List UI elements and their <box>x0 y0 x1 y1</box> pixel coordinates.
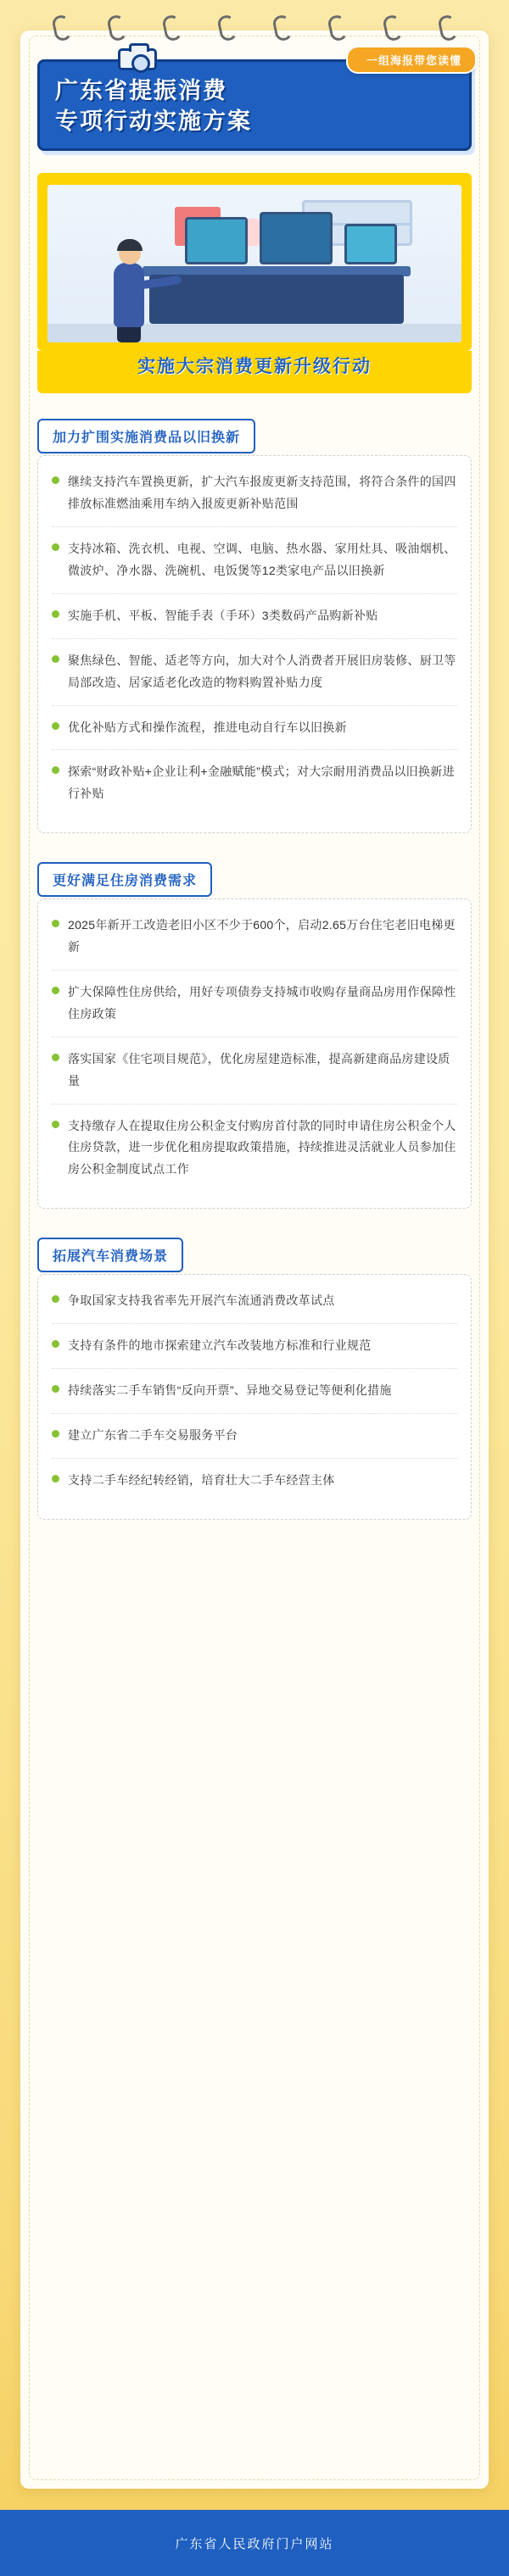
section-heading: 拓展汽车消费场景 <box>37 1238 183 1272</box>
list-item <box>52 605 457 639</box>
list-item-text: 支持二手车经纪转经销，培育壮大二手车经营主体 <box>68 1472 335 1487</box>
illustration-monitor <box>344 224 397 264</box>
bullet-icon <box>52 655 59 663</box>
binder-ring <box>216 14 238 42</box>
section-consumer-goods-trade-in <box>37 419 472 833</box>
bullet-icon <box>52 920 59 927</box>
list-item-text: 探索“财政补贴+企业让利+金融赋能”模式；对大宗耐用消费品以旧换新进行补贴 <box>68 765 455 801</box>
bullet-icon <box>52 722 59 730</box>
section-housing-consumption <box>37 862 472 1209</box>
illustration-counter <box>149 275 404 324</box>
list-item-text: 继续支持汽车置换更新，扩大汽车报废更新支持范围，将符合条件的国四排放标准燃油乘用车纳入报废更新补贴范围 <box>68 475 456 511</box>
list-item-text: 支持有条件的地市探索建立汽车改装地方标准和行业规范 <box>68 1338 372 1353</box>
list-item-text: 建立广东省二手车交易服务平台 <box>68 1427 238 1442</box>
list-item <box>52 1470 457 1503</box>
illustration-monitor <box>260 212 333 264</box>
binder-ring <box>161 14 183 42</box>
list-item-text: 2025年新开工改造老旧小区不少于600个，启动2.65万台住宅老旧电梯更新 <box>68 918 456 954</box>
list-item <box>52 538 457 594</box>
binder-ring <box>51 14 73 42</box>
camera-icon <box>118 48 157 70</box>
page-title-line1: 广东省提振消费 <box>55 78 227 103</box>
illustration-person-body <box>114 263 144 327</box>
page-title-line2: 专项行动实施方案 <box>55 108 252 135</box>
section-heading: 加力扩围实施消费品以旧换新 <box>37 419 255 453</box>
list-item-text: 实施手机、平板、智能手表（手环）3类数码产品购新补贴 <box>68 608 378 622</box>
binder-ring <box>327 14 349 42</box>
list-item <box>52 915 457 971</box>
list-item-text: 支持缴存人在提取住房公积金支付购房首付款的同时申请住房公积金个人住房贷款，进一步优化租房提取政策措施，持续推进灵活就业人员参加住房公积金制度试点工作 <box>68 1118 456 1177</box>
list-item <box>52 761 457 816</box>
section-body <box>37 455 472 833</box>
poster-header <box>37 54 472 151</box>
bullet-icon <box>52 766 59 774</box>
binder-ring <box>271 14 294 42</box>
bullet-icon <box>52 1295 59 1303</box>
hero-image-frame <box>37 173 472 351</box>
hero-illustration <box>48 185 461 342</box>
list-item-text: 支持冰箱、洗衣机、电视、空调、电脑、热水器、家用灶具、吸油烟机、微波炉、净水器、洗碗机、电饭煲等12类家电产品以旧换新 <box>68 542 456 578</box>
list-item-text: 聚焦绿色、智能、适老等方向，加大对个人消费者开展旧房装修、厨卫等局部改造、居家适老化改造的物料购置补贴力度 <box>68 653 456 689</box>
list-item <box>52 471 457 527</box>
bullet-icon <box>52 1054 59 1061</box>
list-item <box>52 1116 457 1193</box>
header-ribbon: 一组海报带您读懂 <box>346 46 477 74</box>
list-item <box>52 1380 457 1414</box>
list-item <box>52 1290 457 1324</box>
section-body <box>37 1274 472 1519</box>
list-item-text: 争取国家支持我省率先开展汽车流通消费改革试点 <box>68 1294 335 1308</box>
binder-ring <box>106 14 128 42</box>
list-item-text: 落实国家《住宅项目规范》，优化房屋建造标准，提高新建商品房建设质量 <box>68 1051 450 1088</box>
bullet-icon <box>52 1430 59 1438</box>
list-item <box>52 650 457 706</box>
footer-bar <box>0 2510 509 2576</box>
list-item <box>52 1335 457 1369</box>
bullet-icon <box>52 1385 59 1393</box>
binder-ring <box>382 14 404 42</box>
illustration-monitor <box>185 217 248 264</box>
binder-ring <box>437 14 459 42</box>
section-auto-consumption <box>37 1238 472 1519</box>
bullet-icon <box>52 1340 59 1348</box>
list-item <box>52 1049 457 1104</box>
list-item-text: 持续落实二手车销售“反向开票”、异地交易登记等便利化措施 <box>68 1383 392 1398</box>
illustration-floor <box>48 324 461 342</box>
hero-banner-text: 实施大宗消费更新升级行动 <box>137 357 372 377</box>
list-item <box>52 717 457 751</box>
bullet-icon <box>52 476 59 484</box>
footer-text: 广东省人民政府门户网站 <box>175 2536 334 2551</box>
spiral-binder <box>0 15 509 49</box>
list-item <box>52 982 457 1038</box>
section-heading: 更好满足住房消费需求 <box>37 862 212 897</box>
list-item-text: 扩大保障性住房供给，用好专项债券支持城市收购存量商品房用作保障性住房政策 <box>68 985 456 1021</box>
bullet-icon <box>52 1475 59 1483</box>
bullet-icon <box>52 610 59 618</box>
hero-banner <box>37 351 472 393</box>
list-item <box>52 1425 457 1459</box>
bullet-icon <box>52 987 59 994</box>
bullet-icon <box>52 1121 59 1128</box>
section-body <box>37 899 472 1209</box>
list-item-text: 优化补贴方式和操作流程，推进电动自行车以旧换新 <box>68 720 347 734</box>
bullet-icon <box>52 543 59 551</box>
